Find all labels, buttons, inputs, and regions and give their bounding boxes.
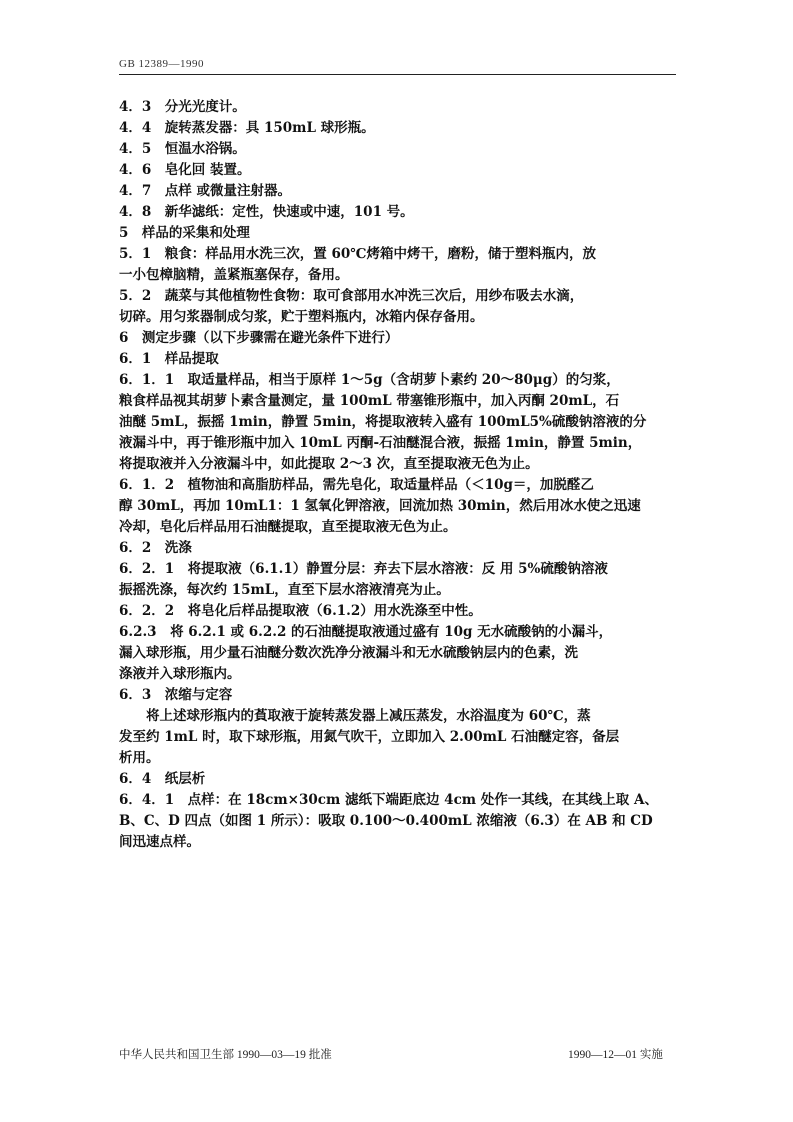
text-line: 油醚 5mL，振摇 1min，静置 5min，将提取液转入盛有 100mL5%硫酸钠溶液的分: [119, 414, 647, 430]
text-line: 6．2．1 将提取液（6.1.1）静置分层：弃去下层水溶液：反 用 5%硫酸钠溶液: [119, 561, 608, 577]
text-line: 醇 30mL，再加 10mL1：1 氢氧化钾溶液，回流加热 30min，然后用冰水使之迅速: [119, 498, 641, 514]
text-line: 6．1．1 取适量样品，相当于原样 1～5g（含胡萝卜素约 20～80μg）的匀浆，: [119, 372, 620, 388]
text-line: 6．2 洗涤: [119, 540, 192, 556]
text-line: 发至约 1mL 时，取下球形瓶，用氮气吹干，立即加入 2.00mL 石油醚定容，备层: [119, 729, 620, 745]
text-line: 6．3 浓缩与定容: [119, 687, 233, 703]
text-line: 5．2 蔬菜与其他植物性食物：取可食部用水冲洗三次后，用纱布吸去水滴，: [119, 288, 584, 304]
text-line: 6.2.3 将 6.2.1 或 6.2.2 的石油醚提取液通过盛有 10g 无水硫酸钠的小漏斗，: [119, 624, 613, 640]
text-line: 6．4 纸层析: [119, 771, 206, 787]
text-line: 切碎。用匀浆器制成匀浆，贮于塑料瓶内，冰箱内保存备用。: [119, 309, 484, 325]
text-line: 6．2．2 将皂化后样品提取液（6.1.2）用水洗涤至中性。: [119, 603, 482, 619]
text-line: 振摇洗涤，每次约 15mL，直至下层水溶液清亮为止。: [119, 582, 450, 598]
header-rule: [119, 74, 676, 75]
text-line: 6．1．2 植物油和高脂肪样品，需先皂化，取适量样品（＜10g＝，加脱醛乙: [119, 477, 594, 493]
text-line: 一小包樟脑精，盖紧瓶塞保存，备用。: [119, 267, 349, 283]
text-line: 5．1 粮食：样品用水洗三次，置 60℃烤箱中烤干，磨粉，储于塑料瓶内，放: [119, 246, 596, 262]
text-line: 6 测定步骤（以下步骤需在避光条件下进行）: [119, 330, 399, 346]
text-line: 4．7 点样 或微量注射器。: [119, 183, 291, 199]
text-line: 4．5 恒温水浴锅。: [119, 141, 246, 157]
approval-statement: 中华人民共和国卫生部 1990—03—19 批准: [119, 1049, 332, 1061]
standard-code: GB 12389—1990: [119, 58, 205, 70]
text-line: 间迅速点样。: [119, 834, 200, 850]
text-line: 4．6 皂化回 装置。: [119, 162, 251, 178]
text-line: B、C、D 四点（如图 1 所示）：吸取 0.100～0.400mL 浓缩液（6.3）在 AB 和 CD: [119, 813, 653, 829]
text-line: 6．4．1 点样：在 18cm×30cm 滤纸下端距底边 4cm 处作一其线，在其线上取 A、: [119, 792, 658, 808]
text-line: 4．8 新华滤纸：定性，快速或中速，101 号。: [119, 204, 414, 220]
text-line: 冷却，皂化后样品用石油醚提取，直至提取液无色为止。: [119, 519, 457, 535]
text-line: 6．1 样品提取: [119, 351, 219, 367]
text-line: 析用。: [119, 750, 160, 766]
document-body: [119, 97, 676, 853]
text-line: 4．3 分光光度计。: [119, 99, 246, 115]
text-line: 将提取液并入分液漏斗中，如此提取 2～3 次，直至提取液无色为止。: [119, 456, 539, 472]
effective-date: 1990—12—01 实施: [568, 1049, 663, 1061]
text-line: 将上述球形瓶内的萯取液于旋转蒸发器上减压蒸发，水浴温度为 60℃，蒸: [119, 708, 591, 724]
text-line: 液漏斗中，再于锥形瓶中加入 10mL 丙酮-石油醚混合液，振摇 1min，静置 5min，: [119, 435, 642, 451]
text-line: 5 样品的采集和处理: [119, 225, 250, 241]
text-line: 涤液并入球形瓶内。: [119, 666, 241, 682]
text-line: 漏入球形瓶，用少量石油醚分数次洗净分液漏斗和无水硫酸钠层内的色素，洗: [119, 645, 578, 661]
text-line: 粮食样品视其胡萝卜素含量测定，量 100mL 带塞锥形瓶中，加入丙酮 20mL，石: [119, 393, 620, 409]
text-line: 4．4 旋转蒸发器：具 150mL 球形瓶。: [119, 120, 375, 136]
